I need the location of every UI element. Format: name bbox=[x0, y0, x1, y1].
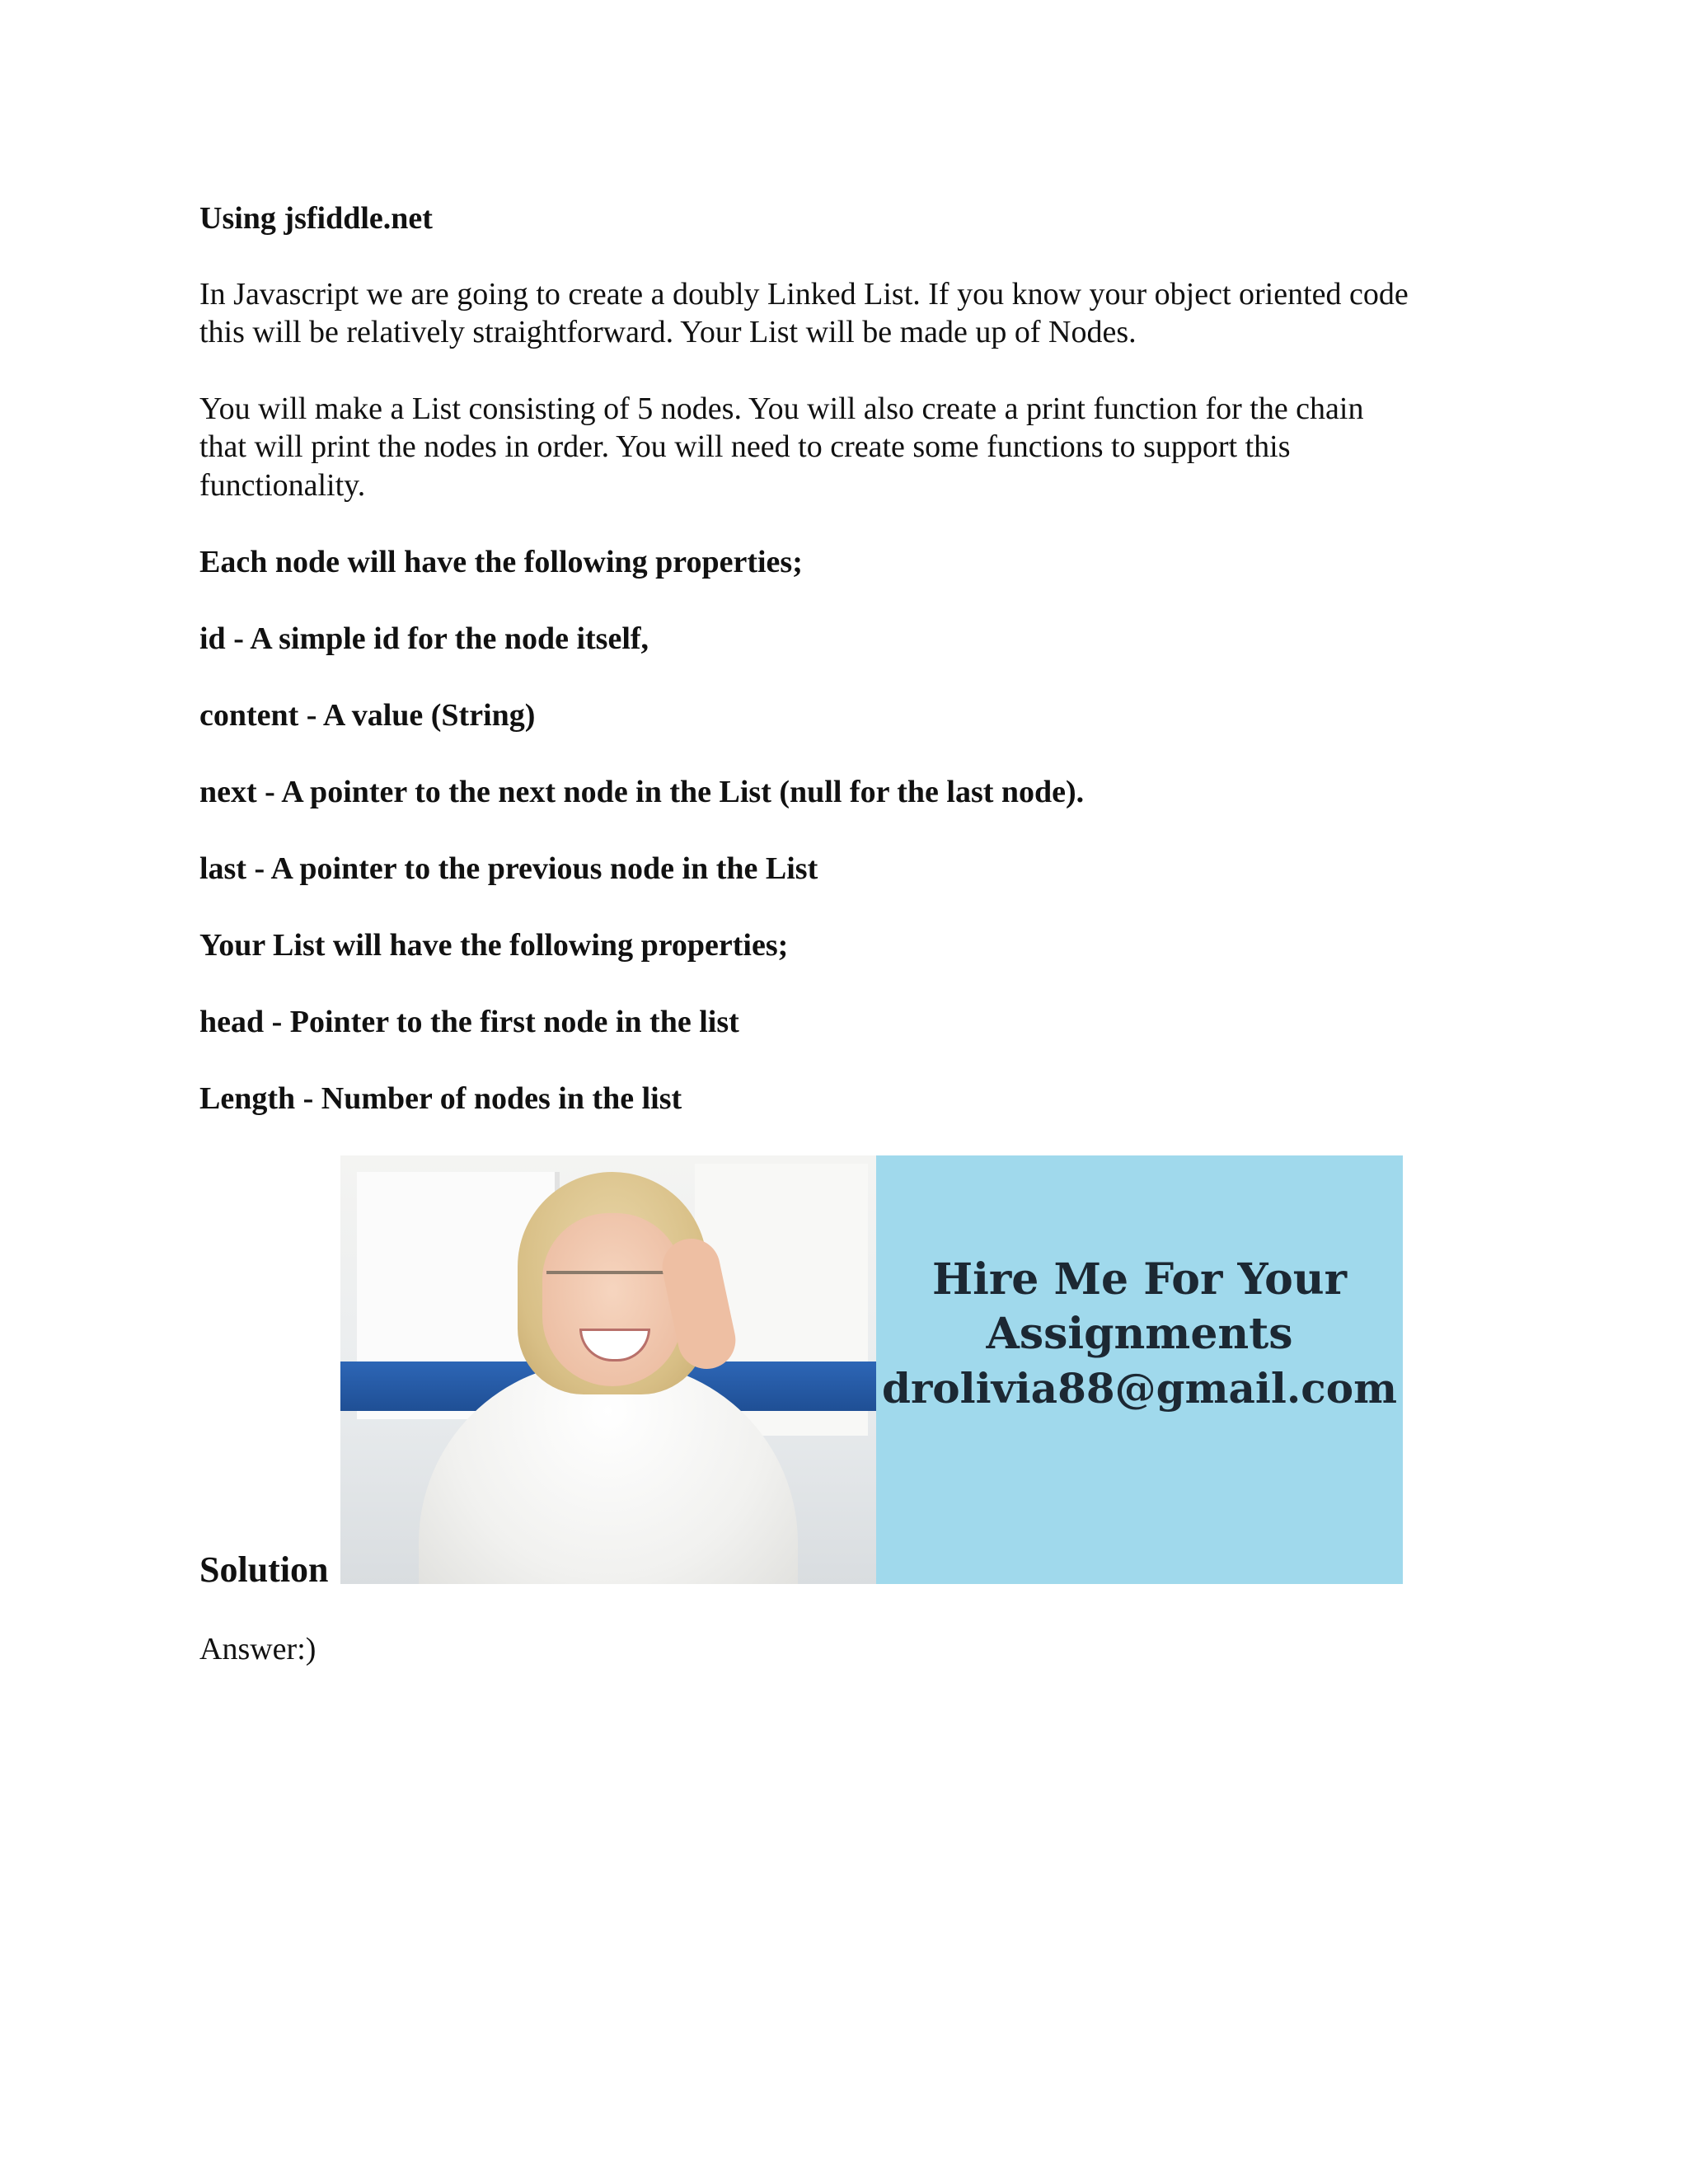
node-property-last: last - A pointer to the previous node in the List bbox=[199, 851, 818, 886]
task-line-2: that will print the nodes in order. You will need to create some functions to support this bbox=[199, 429, 1291, 464]
intro-line-1: In Javascript we are going to create a doubly Linked List. If you know your object oriented code bbox=[199, 277, 1409, 312]
document-heading: Using jsfiddle.net bbox=[199, 201, 433, 236]
node-properties-heading: Each node will have the following properties; bbox=[199, 545, 803, 579]
banner-line-1: Hire Me For Your bbox=[932, 1254, 1347, 1305]
task-line-1: You will make a List consisting of 5 nodes. You will also create a print function for the chain bbox=[199, 391, 1364, 426]
answer-label: Answer:) bbox=[199, 1632, 316, 1666]
list-properties-heading: Your List will have the following properties; bbox=[199, 928, 789, 963]
intro-line-2: this will be relatively straightforward. Your List will be made up of Nodes. bbox=[199, 315, 1137, 349]
task-line-3: functionality. bbox=[199, 468, 366, 503]
banner-text-panel bbox=[876, 1155, 1403, 1584]
banner-line-2: Assignments bbox=[986, 1309, 1293, 1359]
photo-glasses bbox=[546, 1271, 678, 1299]
banner-photo bbox=[340, 1155, 876, 1584]
banner-email: drolivia88@gmail.com bbox=[881, 1364, 1398, 1413]
hire-me-banner bbox=[340, 1155, 1403, 1584]
node-property-next: next - A pointer to the next node in the List (null for the last node). bbox=[199, 775, 1085, 809]
solution-label: Solution bbox=[199, 1549, 329, 1590]
node-property-id: id - A simple id for the node itself, bbox=[199, 621, 649, 656]
node-property-content: content - A value (String) bbox=[199, 698, 536, 733]
list-property-head: head - Pointer to the first node in the list bbox=[199, 1005, 739, 1039]
list-property-length: Length - Number of nodes in the list bbox=[199, 1081, 682, 1116]
